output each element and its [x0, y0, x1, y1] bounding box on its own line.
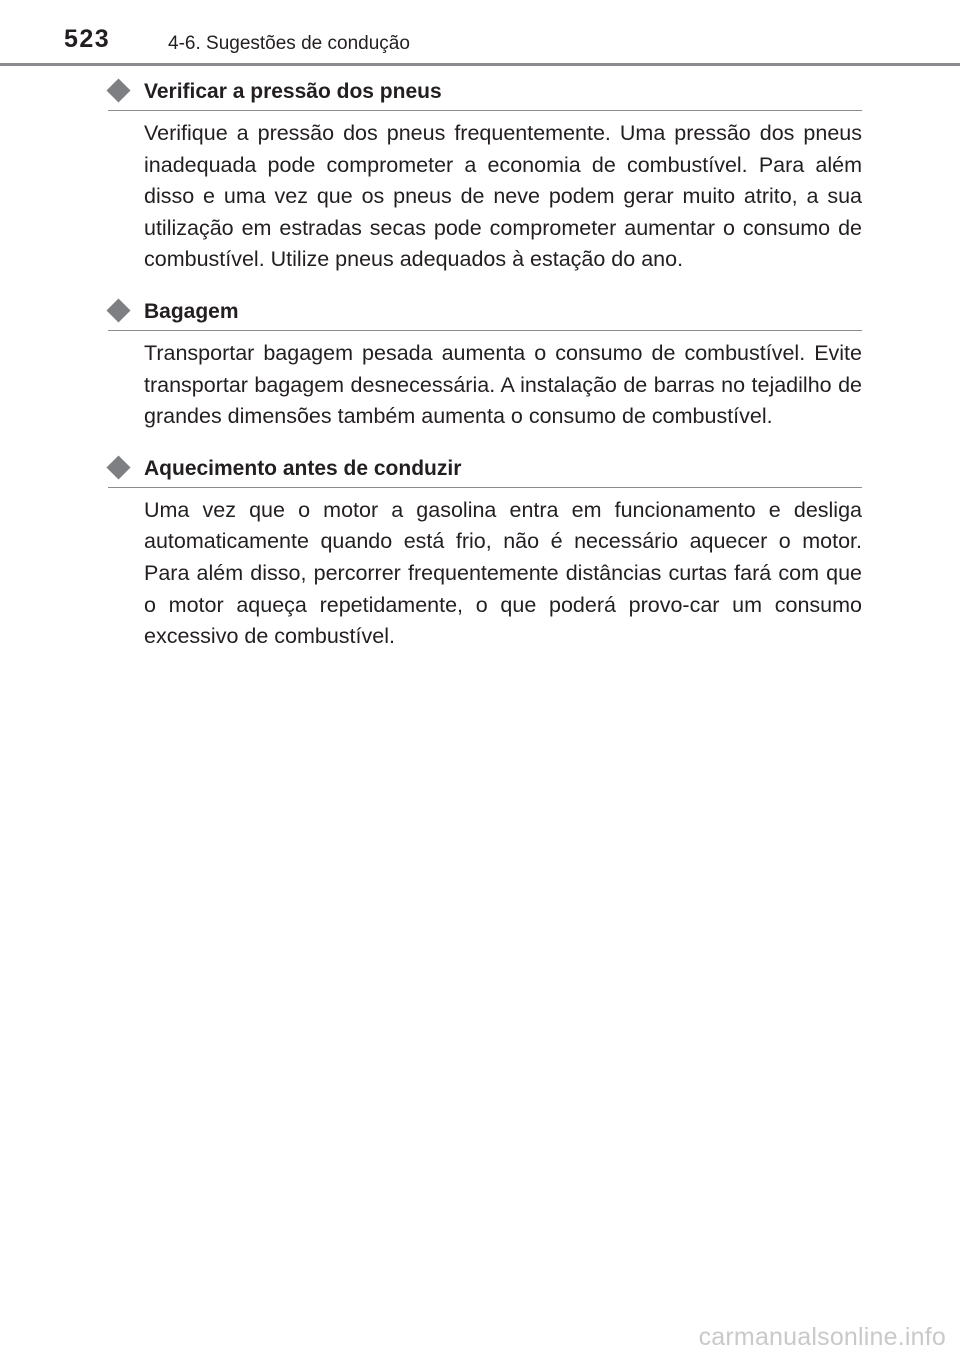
section-heading	[108, 296, 862, 331]
diamond-bullet-icon	[106, 455, 130, 479]
section-heading	[108, 76, 862, 111]
section-tire-pressure	[108, 76, 862, 276]
section-luggage	[108, 296, 862, 433]
watermark-text: carmanualsonline.info	[698, 1323, 946, 1351]
section-body-text: Transportar bagagem pesada aumenta o consumo de combustível. Evite transportar bagagem desnecessária. A instalação de barras no tejadilho de grandes dimensões também aumenta o consumo de combustível.	[144, 340, 862, 429]
section-heading-text: Aquecimento antes de conduzir	[144, 456, 462, 480]
page-header	[0, 0, 960, 70]
section-heading	[108, 453, 862, 488]
diamond-bullet-icon	[106, 298, 130, 322]
section-body-text: Uma vez que o motor a gasolina entra em funcionamento e desliga automaticamente quando está frio, não é necessário aquecer o motor. Para além disso, percorrer frequentemente distâncias curtas fará com que o motor aqueça repetidamente, o que poderá provo-car um consumo excessivo de combustível.	[144, 497, 862, 649]
diamond-bullet-icon	[106, 78, 130, 102]
page-number: 523	[64, 25, 111, 53]
section-title: 4-6. Sugestões de condução	[168, 33, 410, 54]
section-body-text: Verifique a pressão dos pneus frequentemente. Uma pressão dos pneus inadequada pode comprometer a economia de combustível. Para além disso e uma vez que os pneus de neve podem gerar muito atrito, a sua utilização em estradas secas pode comprometer aumentar o consumo de combustível. Utilize pneus adequados à estação do ano.	[144, 121, 862, 272]
header-divider	[0, 63, 960, 66]
section-heading-text: Verificar a pressão dos pneus	[144, 80, 442, 103]
section-heading-text: Bagagem	[144, 299, 239, 323]
section-warm-up	[108, 453, 862, 653]
page-content	[108, 76, 862, 673]
